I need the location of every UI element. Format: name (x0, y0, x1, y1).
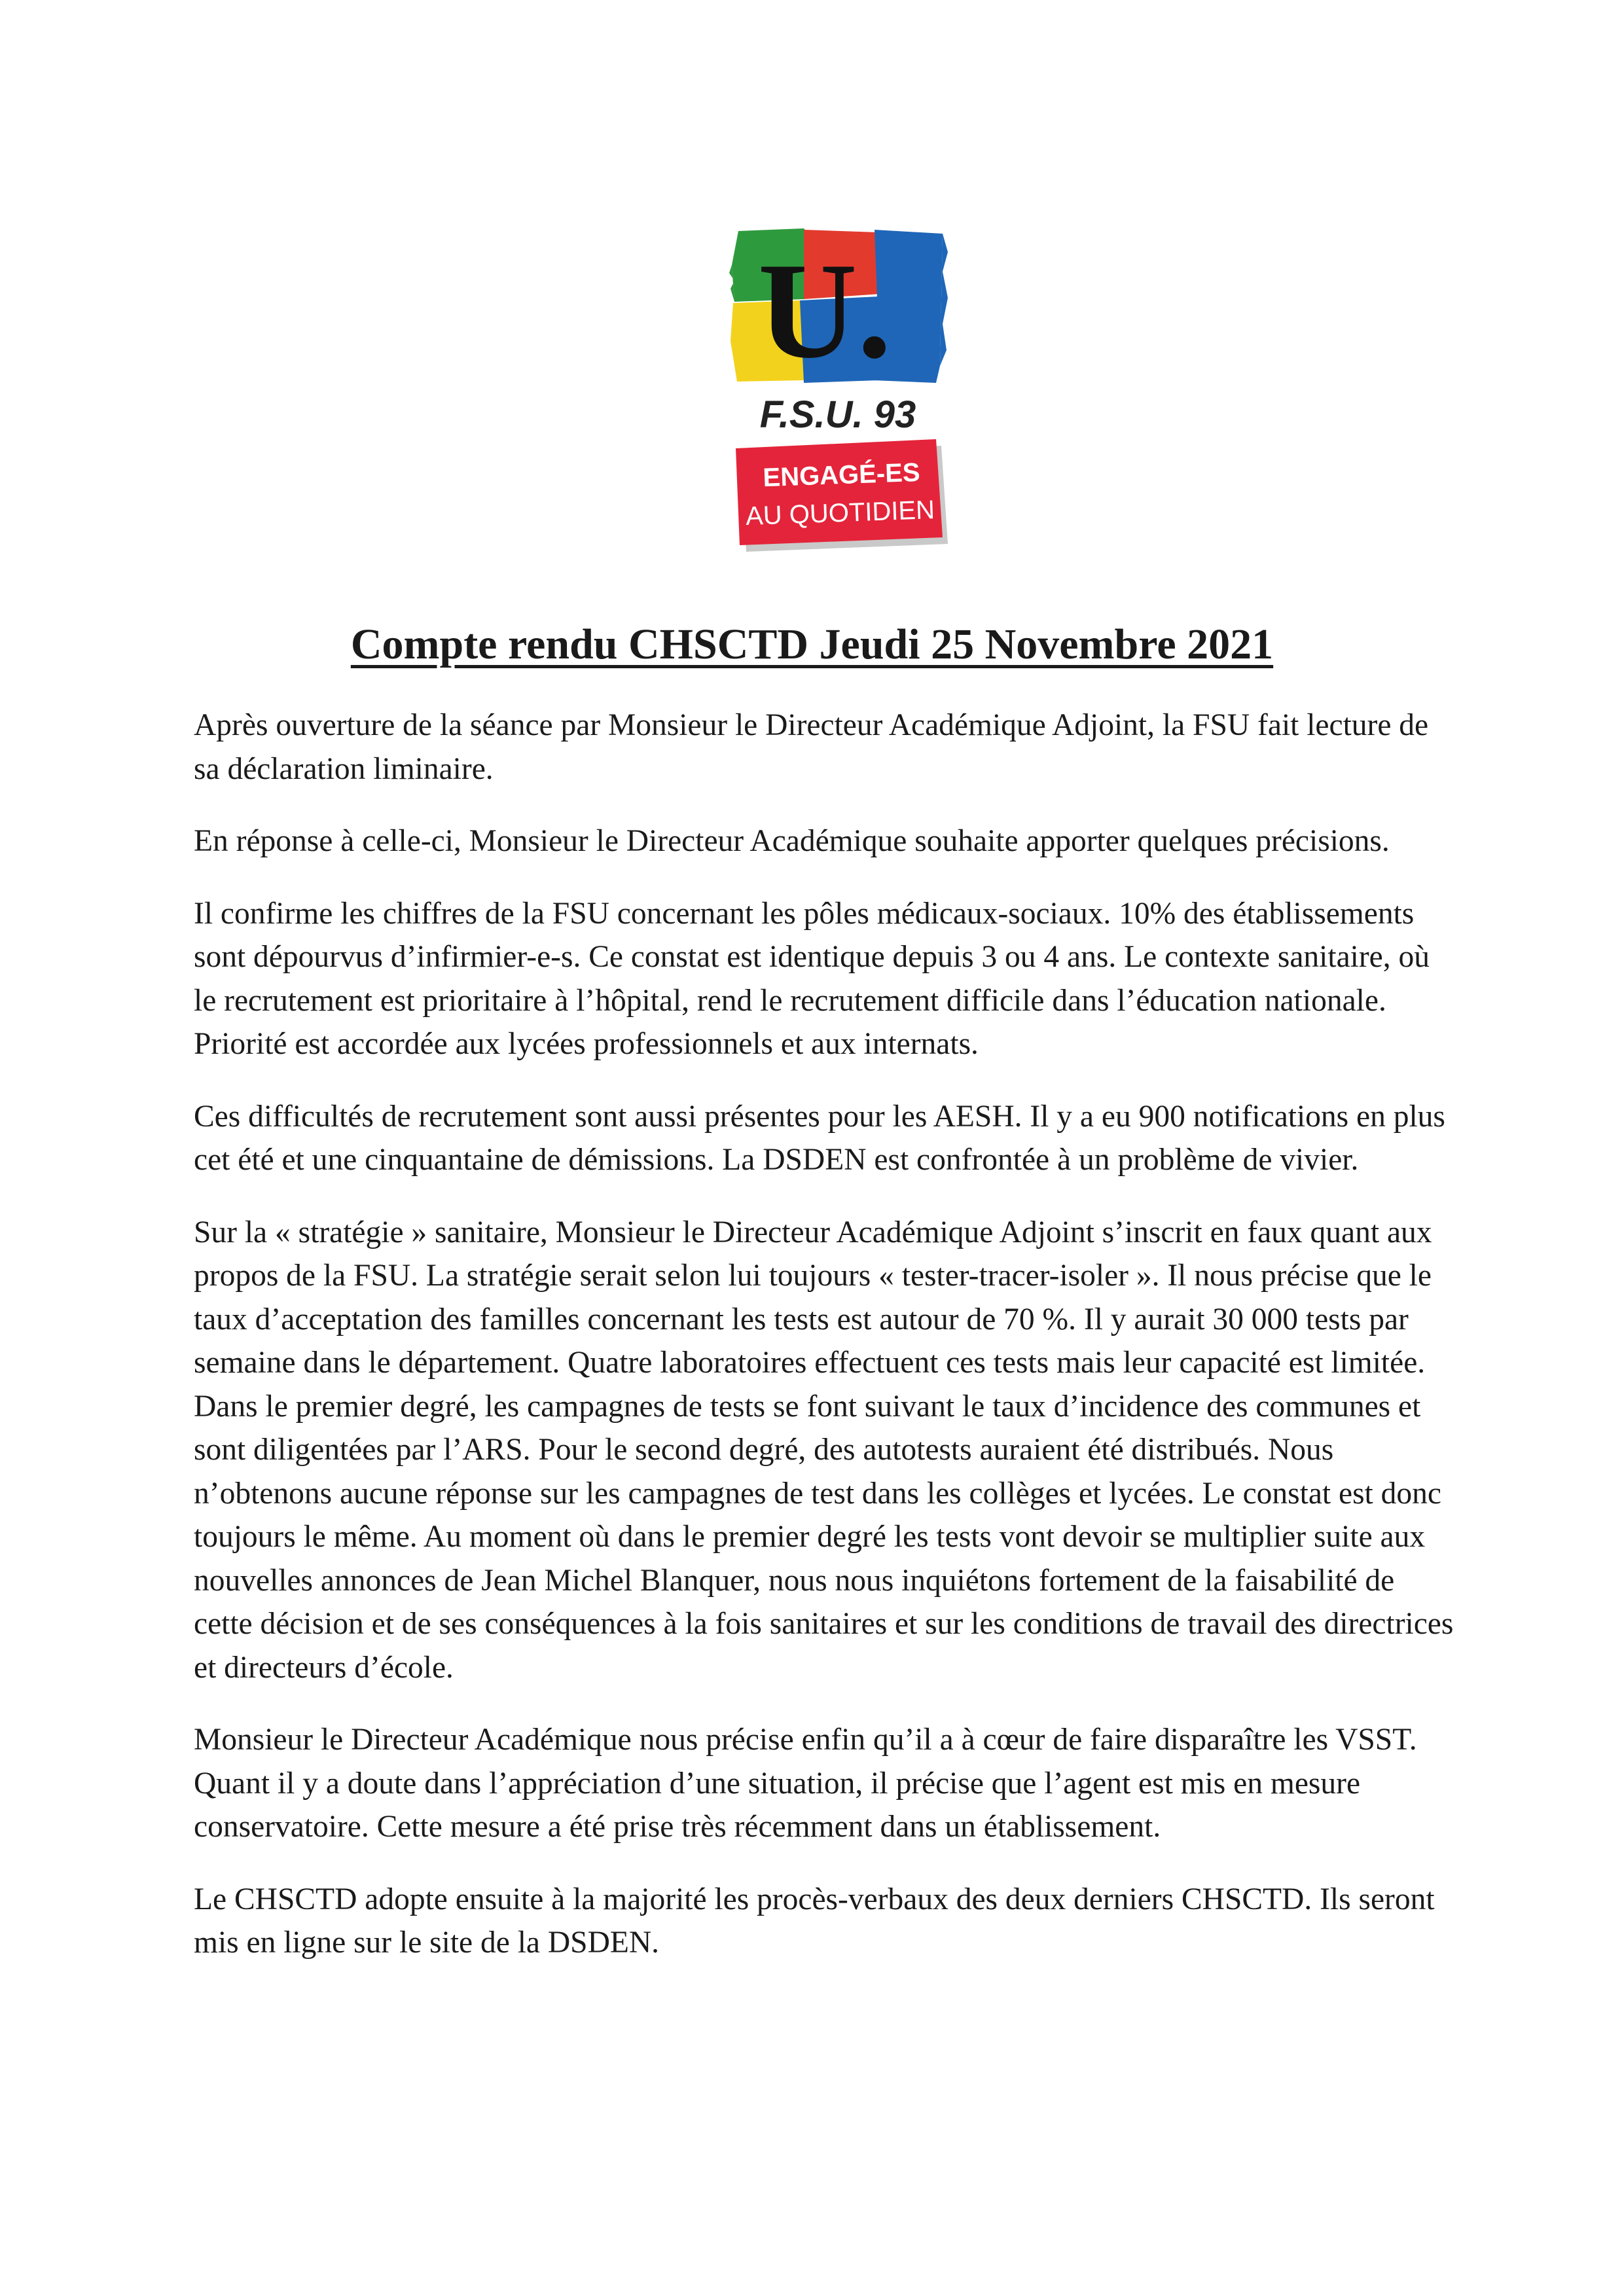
paragraph-sanitary-strategy: Sur la « stratégie » sanitaire, Monsieur le Directeur Académique Adjoint s’inscrit en faux quant aux propos de la FSU. La stratégie serait selon lui toujours « tester-tracer-isoler ». Il nous précise que le taux d’acceptation des familles concernant les tests est autour de 70 %. Il y aurait 30 000 tests par semaine dans le département. Quatre laboratoires effectuent ces tests mais leur capacité est limitée. Dans le premier degré, les campagnes de tests se font suivant le taux d’incidence des communes et sont diligentées par l’ARS. Pour le second degré, des autotests auraient été distribués. Nous n’obtenons aucune réponse sur les campagnes de test dans les collèges et lycées. Le constat est donc toujours le même. Au moment où dans le premier degré les tests vont devoir se multiplier suite aux nouvelles annonces de Jean Michel Blanquer, nous nous inquiétons fortement de la faisabilité de cette décision et de ses conséquences à la fois sanitaires et sur les conditions de travail des directrices et directeurs d’école. (194, 1215, 1454, 1685)
logo-slogan-line2: AU QUOTIDIEN (745, 495, 935, 531)
paragraph-medical-poles: Il confirme les chiffres de la FSU concernant les pôles médicaux-sociaux. 10% des établissements sont dépourvus d’infirmier-e-s. Ce constat est identique depuis 3 ou 4 ans. Le contexte sanitaire, où le recrutement est prioritaire à l’hôpital, rend le recrutement difficile dans l’éducation nationale. Priorité est accordée aux lycées professionnels et aux internats. (194, 896, 1430, 1061)
logo-slogan-line1: ENGAGÉ-ES (762, 457, 921, 493)
paragraph-vsst: Monsieur le Directeur Académique nous précise enfin qu’il a à cœur de faire disparaître les VSST. Quant il y a doute dans l’appréciation d’une situation, il précise que l’agent est mis en mesure conservatoire. Cette mesure a été prise très récemment dans un établissement. (194, 1723, 1417, 1844)
paragraph-minutes: Le CHSCTD adopte ensuite à la majorité les procès-verbaux des deux derniers CHSCTD. Ils seront mis en ligne sur le site de la DSDEN. (194, 1882, 1435, 1960)
logo-name: F.S.U. 93 (759, 393, 916, 436)
document-body (194, 704, 1457, 1994)
document-title: Compte rendu CHSCTD Jeudi 25 Novembre 2021 (350, 620, 1274, 668)
paragraph-aesh: Ces difficultés de recrutement sont aussi présentes pour les AESH. Il y a eu 900 notifications en plus cet été et une cinquantaine de démissions. La DSDEN est confrontée à un problème de vivier. (194, 1099, 1445, 1177)
fsu-93-logo (727, 226, 949, 553)
paragraph-opening: Après ouverture de la séance par Monsieur le Directeur Académique Adjoint, la FSU fait lecture de sa déclaration liminaire. (194, 708, 1429, 786)
paragraph-response: En réponse à celle-ci, Monsieur le Directeur Académique souhaite apporter quelques précisions. (194, 824, 1390, 858)
logo-letter: U. (757, 235, 892, 387)
